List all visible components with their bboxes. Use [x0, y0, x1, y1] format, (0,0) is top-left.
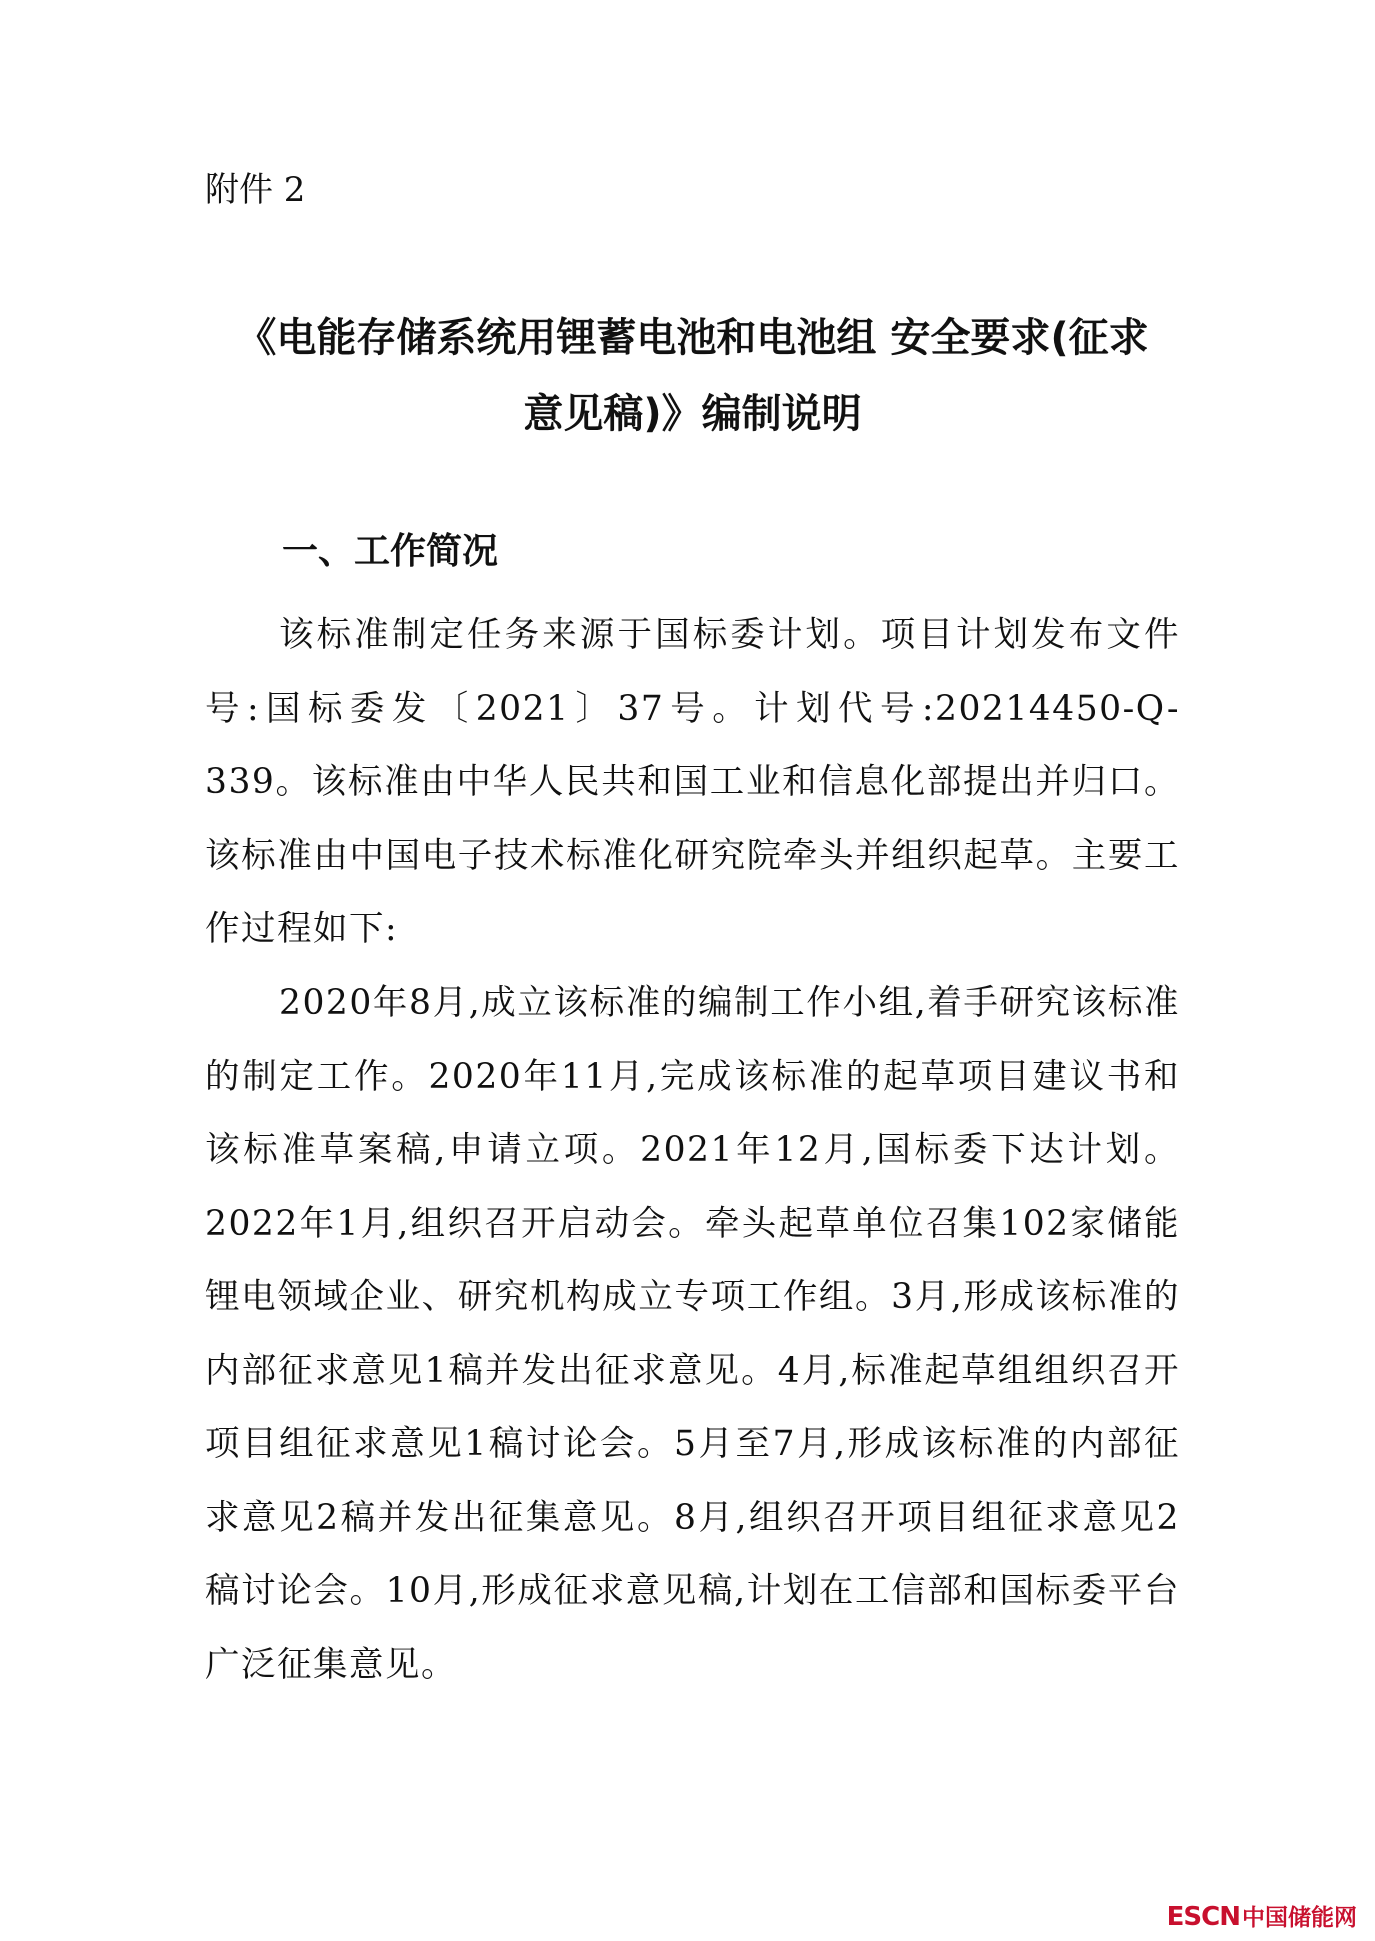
- section-heading-work-overview: 一、工作简况: [282, 531, 499, 572]
- paragraph-work-timeline: 2020年8月,成立该标准的编制工作小组,着手研究该标准的制定工作。2020年11月,完成该标准的起草项目建议书和该标准草案稿,申请立项。2021年12月,国标委下达计划。2022年1月,组织召开启动会。牵头起草单位召集102家储能锂电领域企业、研究机构成立专项工作组。3月,形成该标准的内部征求意见1稿并发出征求意见。4月,标准起草组组织召开项目组征求意见1稿讨论会。5月至7月,形成该标准的内部征求意见2稿并发出征集意见。8月,组织召开项目组征求意见2稿讨论会。10月,形成征求意见稿,计划在工信部和国标委平台广泛征集意见。: [205, 983, 1180, 1685]
- title-line-2: 意见稿)》编制说明: [523, 391, 862, 437]
- title-line-1: 《电能存储系统用锂蓄电池和电池组 安全要求(征求: [236, 315, 1149, 361]
- attachment-label: 附件 2: [205, 170, 306, 210]
- document-title: [200, 300, 1185, 452]
- paragraph-source-of-task: 该标准制定任务来源于国标委计划。项目计划发布文件号:国标委发〔2021〕37号。计划代号:20214450-Q-339。该标准由中华人民共和国工业和信息化部提出并归口。该标准由中国电子技术标准化研究院牵头并组织起草。主要工作过程如下:: [205, 615, 1180, 949]
- watermark-site-name: 中国储能网: [1242, 1905, 1357, 1931]
- escn-watermark-logo: [1167, 1902, 1357, 1933]
- watermark-brand: ESCN: [1166, 1902, 1240, 1932]
